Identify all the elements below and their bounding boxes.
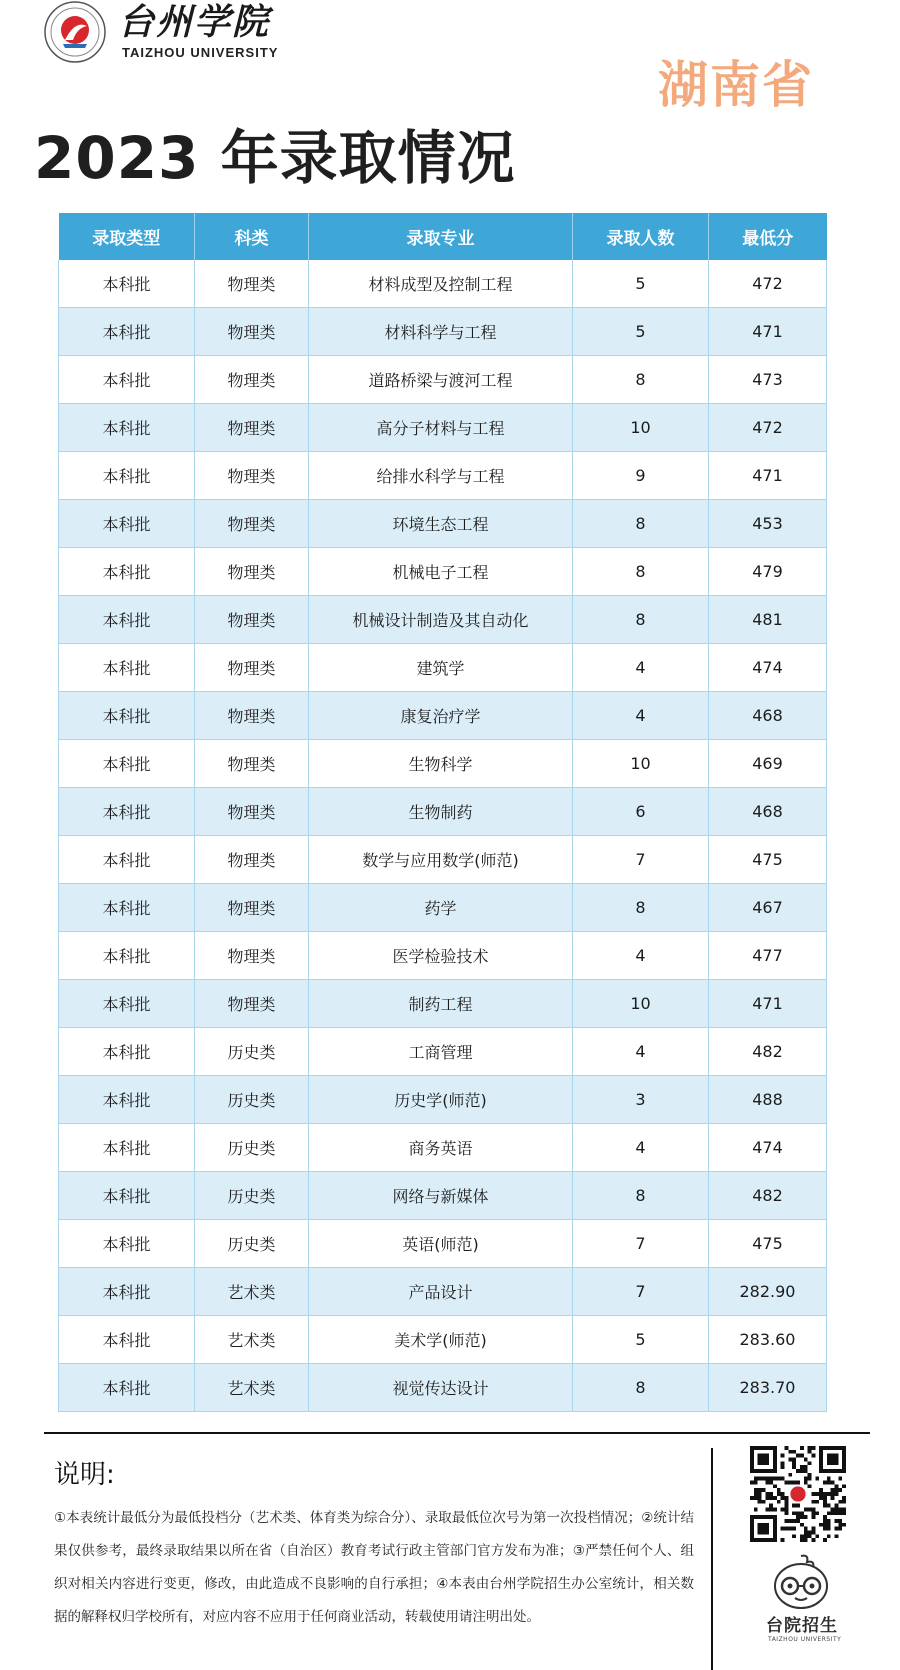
cell-subject-category: 物理类	[195, 884, 309, 932]
table-row	[59, 260, 827, 308]
cell-enrollment: 5	[573, 260, 709, 308]
cell-min-score: 283.60	[709, 1316, 827, 1364]
logo-text-en: TAIZHOU UNIVERSITY	[122, 45, 279, 60]
cell-admission-type: 本科批	[59, 836, 195, 884]
cell-min-score: 471	[709, 452, 827, 500]
cell-subject-category: 历史类	[195, 1220, 309, 1268]
cell-enrollment: 7	[573, 1268, 709, 1316]
column-header-subject-category: 科类	[195, 213, 309, 260]
cell-major: 商务英语	[309, 1124, 573, 1172]
table-row	[59, 836, 827, 884]
cell-admission-type: 本科批	[59, 452, 195, 500]
cell-subject-category: 物理类	[195, 788, 309, 836]
column-header-min-score: 最低分	[709, 213, 827, 260]
cell-min-score: 471	[709, 980, 827, 1028]
table-row	[59, 404, 827, 452]
cell-major: 医学检验技术	[309, 932, 573, 980]
cell-major: 生物制药	[309, 788, 573, 836]
page-header	[0, 0, 900, 200]
cell-enrollment: 10	[573, 740, 709, 788]
cell-enrollment: 8	[573, 356, 709, 404]
cell-min-score: 482	[709, 1172, 827, 1220]
cell-major: 制药工程	[309, 980, 573, 1028]
cell-major: 英语(师范)	[309, 1220, 573, 1268]
cell-subject-category: 物理类	[195, 836, 309, 884]
table-row	[59, 1316, 827, 1364]
cell-subject-category: 历史类	[195, 1076, 309, 1124]
cell-major: 药学	[309, 884, 573, 932]
table-body	[59, 260, 827, 1412]
cell-min-score: 282.90	[709, 1268, 827, 1316]
cell-enrollment: 8	[573, 1172, 709, 1220]
cell-min-score: 468	[709, 692, 827, 740]
table-row	[59, 548, 827, 596]
cell-major: 网络与新媒体	[309, 1172, 573, 1220]
table-row	[59, 788, 827, 836]
cell-admission-type: 本科批	[59, 692, 195, 740]
cell-major: 建筑学	[309, 644, 573, 692]
column-header-major: 录取专业	[309, 213, 573, 260]
cell-admission-type: 本科批	[59, 308, 195, 356]
cell-min-score: 473	[709, 356, 827, 404]
cell-min-score: 488	[709, 1076, 827, 1124]
cell-subject-category: 物理类	[195, 596, 309, 644]
cell-admission-type: 本科批	[59, 596, 195, 644]
cell-major: 视觉传达设计	[309, 1364, 573, 1412]
cell-enrollment: 3	[573, 1076, 709, 1124]
cell-min-score: 469	[709, 740, 827, 788]
cell-min-score: 468	[709, 788, 827, 836]
admission-table-container	[58, 213, 826, 1412]
table-row	[59, 452, 827, 500]
cell-subject-category: 物理类	[195, 548, 309, 596]
cell-subject-category: 历史类	[195, 1172, 309, 1220]
cell-subject-category: 物理类	[195, 308, 309, 356]
cell-major: 材料科学与工程	[309, 308, 573, 356]
cell-subject-category: 物理类	[195, 980, 309, 1028]
cell-admission-type: 本科批	[59, 884, 195, 932]
cell-major: 工商管理	[309, 1028, 573, 1076]
cell-enrollment: 8	[573, 596, 709, 644]
cell-min-score: 283.70	[709, 1364, 827, 1412]
divider-horizontal	[44, 1432, 870, 1434]
cell-admission-type: 本科批	[59, 1316, 195, 1364]
cell-admission-type: 本科批	[59, 1172, 195, 1220]
divider-vertical	[711, 1448, 713, 1670]
table-row	[59, 1076, 827, 1124]
cell-enrollment: 4	[573, 692, 709, 740]
cell-min-score: 475	[709, 836, 827, 884]
cell-admission-type: 本科批	[59, 644, 195, 692]
table-row	[59, 692, 827, 740]
cell-enrollment: 7	[573, 836, 709, 884]
admission-table	[58, 213, 827, 1412]
cell-subject-category: 物理类	[195, 644, 309, 692]
cell-enrollment: 8	[573, 548, 709, 596]
cell-admission-type: 本科批	[59, 356, 195, 404]
mascot-label: 台院招生	[766, 1616, 838, 1636]
cell-min-score: 475	[709, 1220, 827, 1268]
logo-text-cn: 台州学院	[118, 1, 271, 43]
cell-enrollment: 9	[573, 452, 709, 500]
cell-min-score: 474	[709, 1124, 827, 1172]
table-row	[59, 1172, 827, 1220]
cell-min-score: 477	[709, 932, 827, 980]
cell-admission-type: 本科批	[59, 1076, 195, 1124]
cell-enrollment: 7	[573, 1220, 709, 1268]
column-header-admission-type: 录取类型	[59, 213, 195, 260]
table-row	[59, 1268, 827, 1316]
table-row	[59, 500, 827, 548]
cell-admission-type: 本科批	[59, 1364, 195, 1412]
cell-major: 道路桥梁与渡河工程	[309, 356, 573, 404]
table-row	[59, 932, 827, 980]
table-row	[59, 980, 827, 1028]
cell-min-score: 479	[709, 548, 827, 596]
province-label: 湖南省	[658, 56, 814, 114]
cell-subject-category: 物理类	[195, 404, 309, 452]
cell-enrollment: 6	[573, 788, 709, 836]
cell-enrollment: 4	[573, 932, 709, 980]
cell-min-score: 482	[709, 1028, 827, 1076]
cell-enrollment: 8	[573, 884, 709, 932]
column-header-enrollment: 录取人数	[573, 213, 709, 260]
page-title: 2023 年录取情况	[34, 124, 516, 192]
cell-min-score: 481	[709, 596, 827, 644]
university-emblem-icon	[43, 0, 107, 64]
cell-subject-category: 历史类	[195, 1124, 309, 1172]
cell-subject-category: 艺术类	[195, 1364, 309, 1412]
cell-major: 给排水科学与工程	[309, 452, 573, 500]
cell-admission-type: 本科批	[59, 1220, 195, 1268]
cell-major: 美术学(师范)	[309, 1316, 573, 1364]
table-row	[59, 356, 827, 404]
cell-major: 历史学(师范)	[309, 1076, 573, 1124]
table-row	[59, 644, 827, 692]
table-row	[59, 1028, 827, 1076]
cell-subject-category: 物理类	[195, 500, 309, 548]
table-row	[59, 596, 827, 644]
cell-enrollment: 4	[573, 1124, 709, 1172]
cell-enrollment: 5	[573, 1316, 709, 1364]
cell-admission-type: 本科批	[59, 932, 195, 980]
cell-min-score: 467	[709, 884, 827, 932]
cell-admission-type: 本科批	[59, 404, 195, 452]
cell-major: 康复治疗学	[309, 692, 573, 740]
cell-enrollment: 8	[573, 500, 709, 548]
cell-min-score: 471	[709, 308, 827, 356]
cell-admission-type: 本科批	[59, 788, 195, 836]
cell-admission-type: 本科批	[59, 1028, 195, 1076]
cell-subject-category: 物理类	[195, 692, 309, 740]
cell-subject-category: 历史类	[195, 1028, 309, 1076]
cell-subject-category: 物理类	[195, 932, 309, 980]
cell-subject-category: 艺术类	[195, 1316, 309, 1364]
cell-enrollment: 10	[573, 980, 709, 1028]
table-row	[59, 740, 827, 788]
table-row	[59, 1124, 827, 1172]
cell-admission-type: 本科批	[59, 500, 195, 548]
table-row	[59, 1364, 827, 1412]
cell-min-score: 472	[709, 260, 827, 308]
cell-major: 数学与应用数学(师范)	[309, 836, 573, 884]
table-row	[59, 308, 827, 356]
cell-min-score: 472	[709, 404, 827, 452]
cell-major: 生物科学	[309, 740, 573, 788]
mascot-icon	[763, 1552, 839, 1612]
table-row	[59, 1220, 827, 1268]
qr-code-icon	[750, 1446, 846, 1542]
cell-major: 机械电子工程	[309, 548, 573, 596]
cell-min-score: 453	[709, 500, 827, 548]
cell-enrollment: 5	[573, 308, 709, 356]
cell-admission-type: 本科批	[59, 260, 195, 308]
notes-body: ①本表统计最低分为最低投档分（艺术类、体育类为综合分）、录取最低位次号为第一次投档情况；②统计结果仅供参考，最终录取结果以所在省（自治区）教育考试行政主管部门官方发布为准；③严禁任何个人、组织对相关内容进行变更，修改，由此造成不良影响的自行承担；④本表由台州学院招生办公室统计，相关数据的解释权归学校所有，对应内容不应用于任何商业活动，转载使用请注明出处。	[54, 1510, 694, 1625]
cell-admission-type: 本科批	[59, 548, 195, 596]
cell-enrollment: 4	[573, 1028, 709, 1076]
cell-subject-category: 艺术类	[195, 1268, 309, 1316]
cell-min-score: 474	[709, 644, 827, 692]
cell-subject-category: 物理类	[195, 740, 309, 788]
cell-enrollment: 8	[573, 1364, 709, 1412]
cell-admission-type: 本科批	[59, 1124, 195, 1172]
cell-major: 产品设计	[309, 1268, 573, 1316]
cell-subject-category: 物理类	[195, 356, 309, 404]
cell-enrollment: 10	[573, 404, 709, 452]
table-header-row	[59, 213, 827, 260]
cell-enrollment: 4	[573, 644, 709, 692]
cell-admission-type: 本科批	[59, 740, 195, 788]
cell-major: 高分子材料与工程	[309, 404, 573, 452]
cell-subject-category: 物理类	[195, 260, 309, 308]
cell-major: 机械设计制造及其自动化	[309, 596, 573, 644]
cell-admission-type: 本科批	[59, 980, 195, 1028]
table-header	[59, 213, 827, 260]
mascot-sublabel: TAIZHOU UNIVERSITY	[768, 1636, 842, 1643]
cell-admission-type: 本科批	[59, 1268, 195, 1316]
cell-major: 材料成型及控制工程	[309, 260, 573, 308]
notes-title: 说明:	[54, 1460, 115, 1490]
cell-major: 环境生态工程	[309, 500, 573, 548]
table-row	[59, 884, 827, 932]
cell-subject-category: 物理类	[195, 452, 309, 500]
